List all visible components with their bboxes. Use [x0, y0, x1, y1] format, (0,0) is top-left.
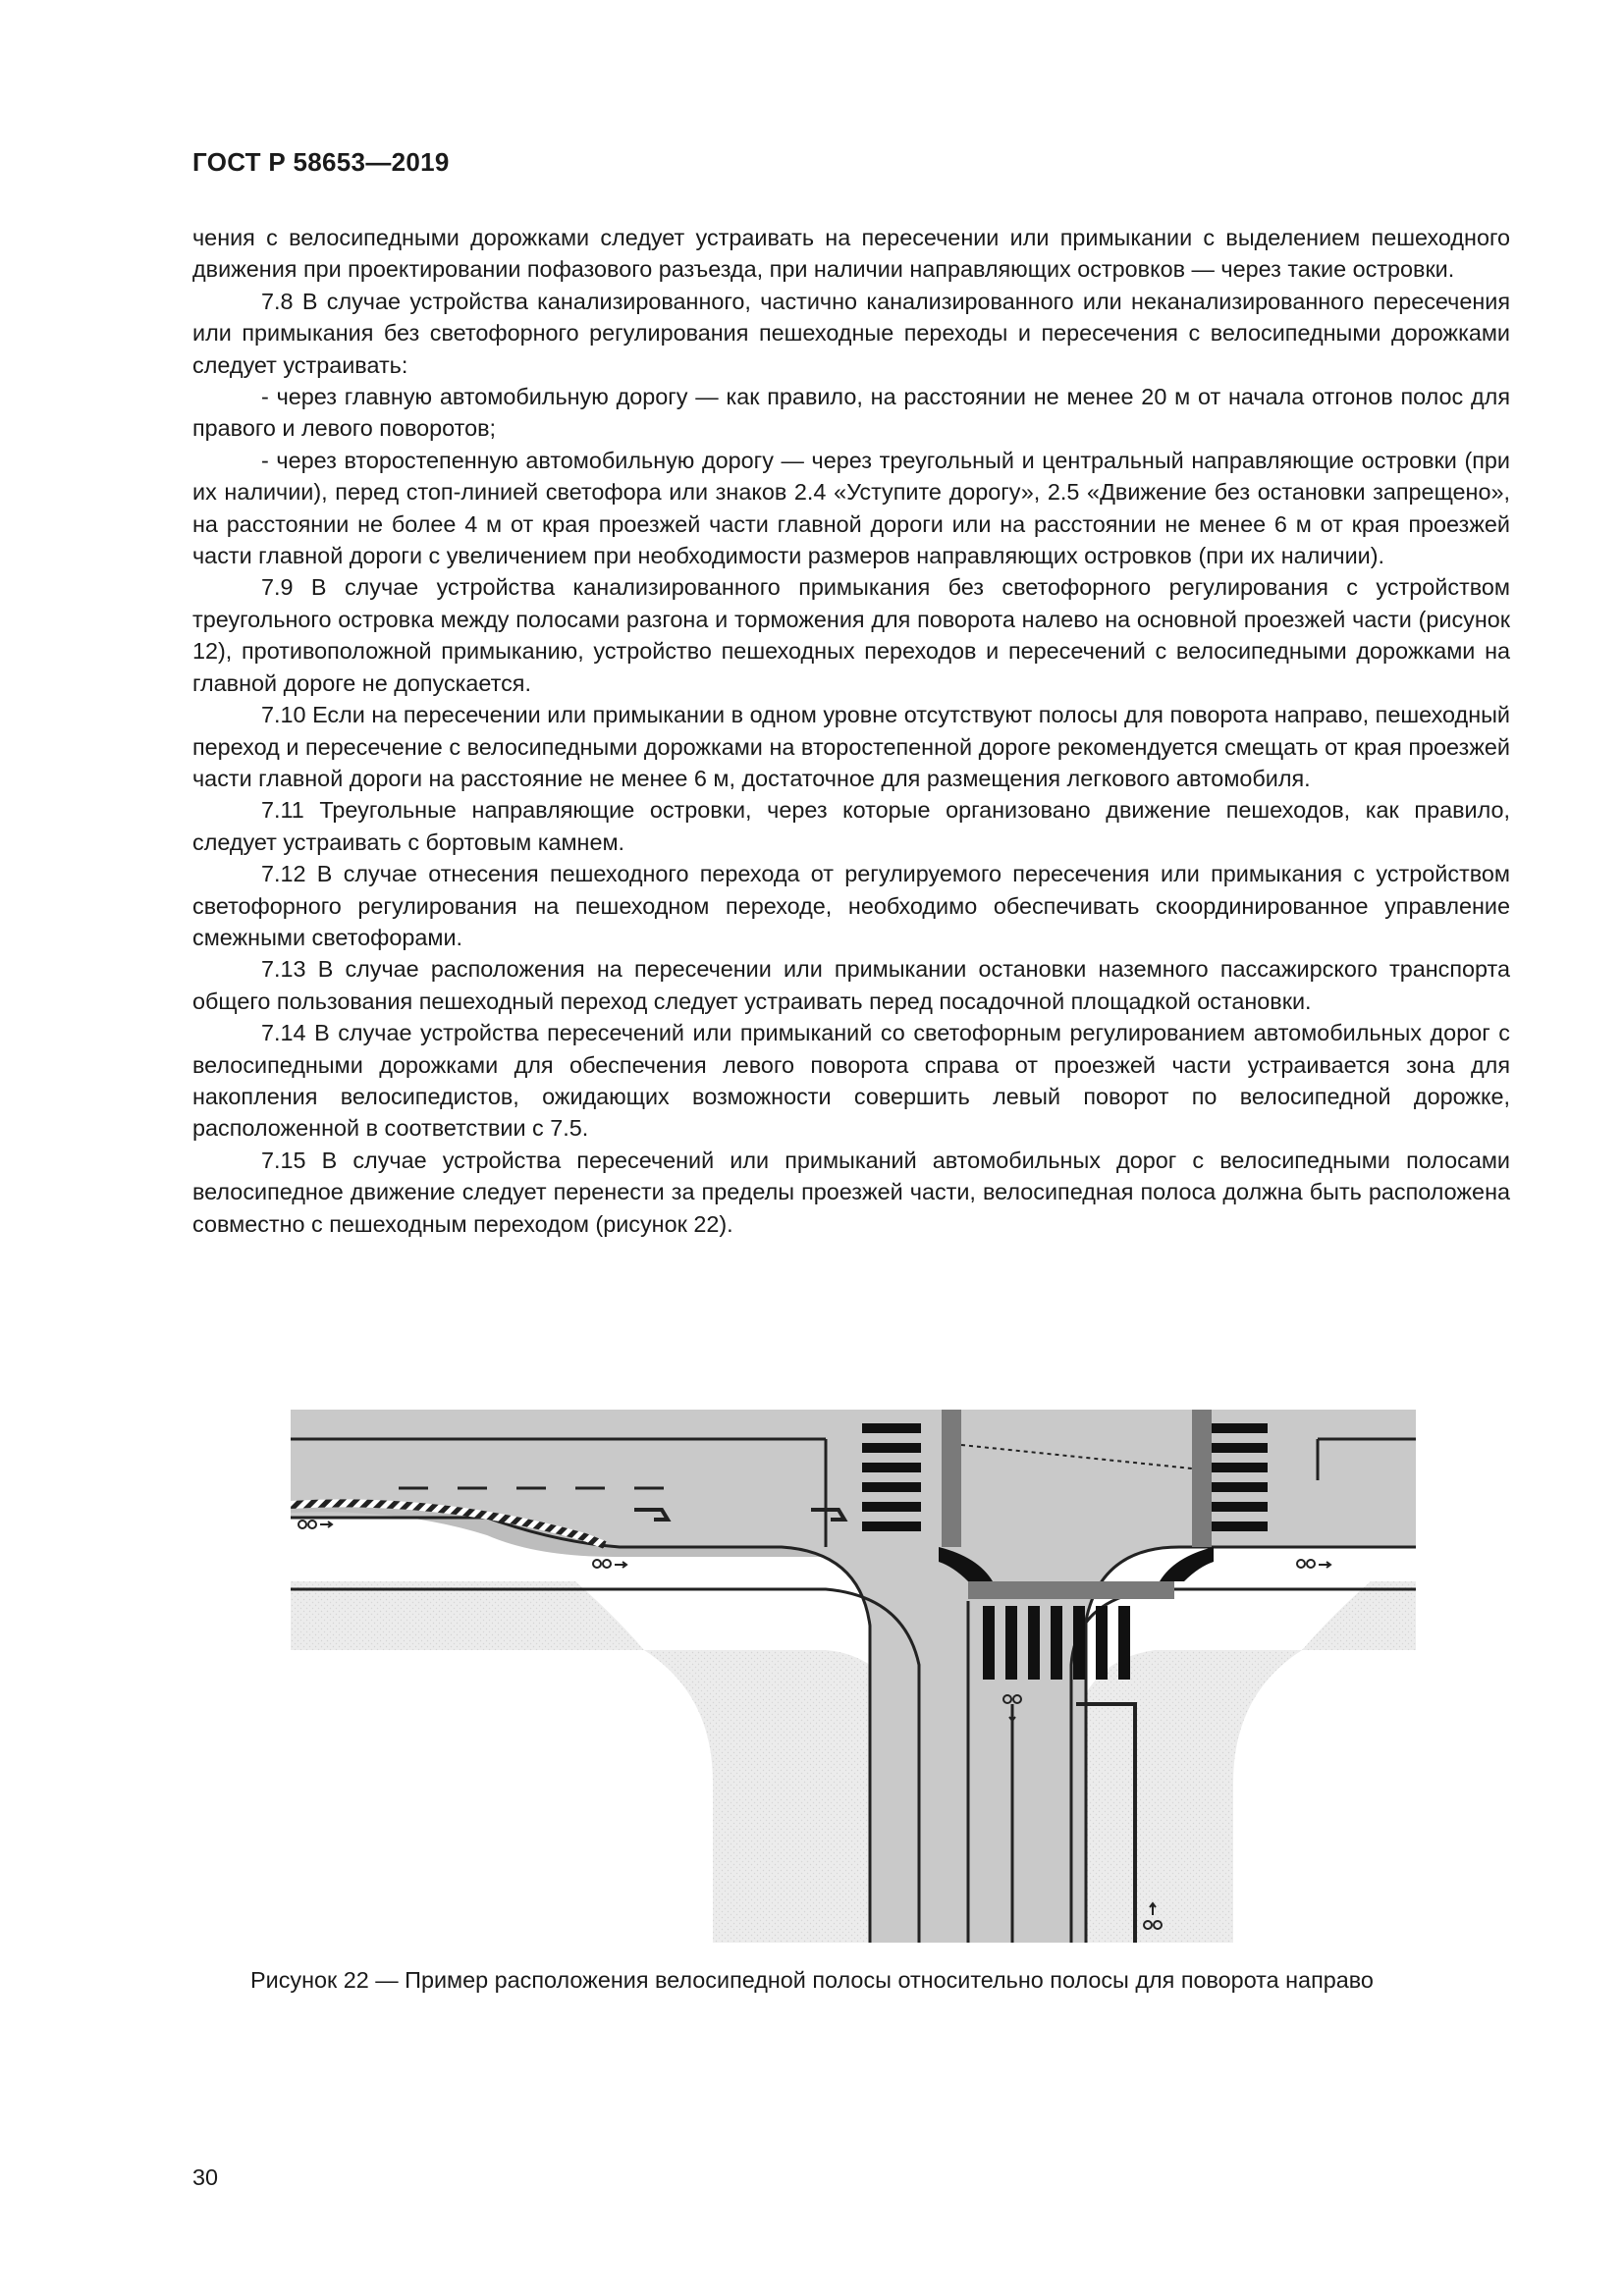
paragraph: 7.14 В случае устройства пересечений или примыканий со светофорным регулированием автомобильных дорог с велосипедными дорожками для обеспечения левого поворота справа от проезжей части устраивается зона для накопления велосипедистов, ожидающих возможности совершить левый поворот по велосипедной дорожке, расположенной в соответствии с 7.5. — [192, 1020, 1510, 1142]
document-header: ГОСТ Р 58653—2019 — [192, 147, 450, 177]
paragraph: 7.9 В случае устройства канализированного примыкания без светофорного регулирования с устройством треугольного островка между полосами разгона и торможения для поворота налево на основной проезжей части (рисунок 12), противоположной примыканию, устройство пешеходных переходов и пересечений с велосипедными дорожками на главной дороге не допускается. — [192, 574, 1510, 696]
paragraph: 7.13 В случае расположения на пересечении или примыкании остановки наземного пассажирского транспорта общего пользования пешеходный переход следует устраивать перед посадочной площадкой остановки. — [192, 956, 1510, 1014]
body-text — [192, 222, 1510, 1240]
paragraph: 7.15 В случае устройства пересечений или примыканий автомобильных дорог с велосипедными полосами велосипедное движение следует перенести за пределы проезжей части, велосипедная полоса должна быть расположена совместно с пешеходным переходом (рисунок 22). — [192, 1147, 1510, 1237]
paragraph: 7.8 В случае устройства канализированного, частично канализированного или неканализированного пересечения или примыкания без светофорного регулирования пешеходные переходы и пересечения с велосипедными дорожками следует устраивать: — [192, 288, 1510, 378]
list-item: - через второстепенную автомобильную дорогу — через треугольный и центральный направляющие островки (при их наличии), перед стоп-линией светофора или знаков 2.4 «Уступите дорогу», 2.5 «Движение без остановки запрещено», на расстоянии не более 4 м от края проезжей части главной дороги или на расстоянии не менее 6 м от края проезжей части главной дороги с увеличением при необходимости размеров направляющих островков (при их наличии). — [192, 447, 1510, 569]
paragraph: 7.10 Если на пересечении или примыкании в одном уровне отсутствуют полосы для поворота направо, пешеходный переход и пересечение с велосипедными дорожками на второстепенной дороге рекомендуется смещать от края проезжей части главной дороги на расстояние не менее 6 м, достаточное для размещения легкового автомобиля. — [192, 702, 1510, 791]
paragraph: 7.11 Треугольные направляющие островки, через которые организовано движение пешеходов, как правило, следует устраивать с бортовым камнем. — [192, 797, 1510, 855]
figure-caption: Рисунок 22 — Пример расположения велосипедной полосы относительно полосы для поворота направо — [250, 1967, 1374, 1993]
list-item: - через главную автомобильную дорогу — как правило, на расстоянии не менее 20 м от начала отгонов полос для правого и левого поворотов; — [192, 384, 1510, 442]
page-number: 30 — [192, 2164, 219, 2190]
paragraph: 7.12 В случае отнесения пешеходного перехода от регулируемого пересечения или примыкания с устройством светофорного регулирования на пешеходном переходе, необходимо обеспечивать скоординированное управление смежными светофорами. — [192, 861, 1510, 950]
paragraph: чения с велосипедными дорожками следует устраивать на пересечении или примыкании с выделением пешеходного движения при проектировании пофазового разъезда, при наличии направляющих островков — через такие островки. — [192, 225, 1510, 283]
intersection-diagram — [291, 1410, 1416, 1943]
